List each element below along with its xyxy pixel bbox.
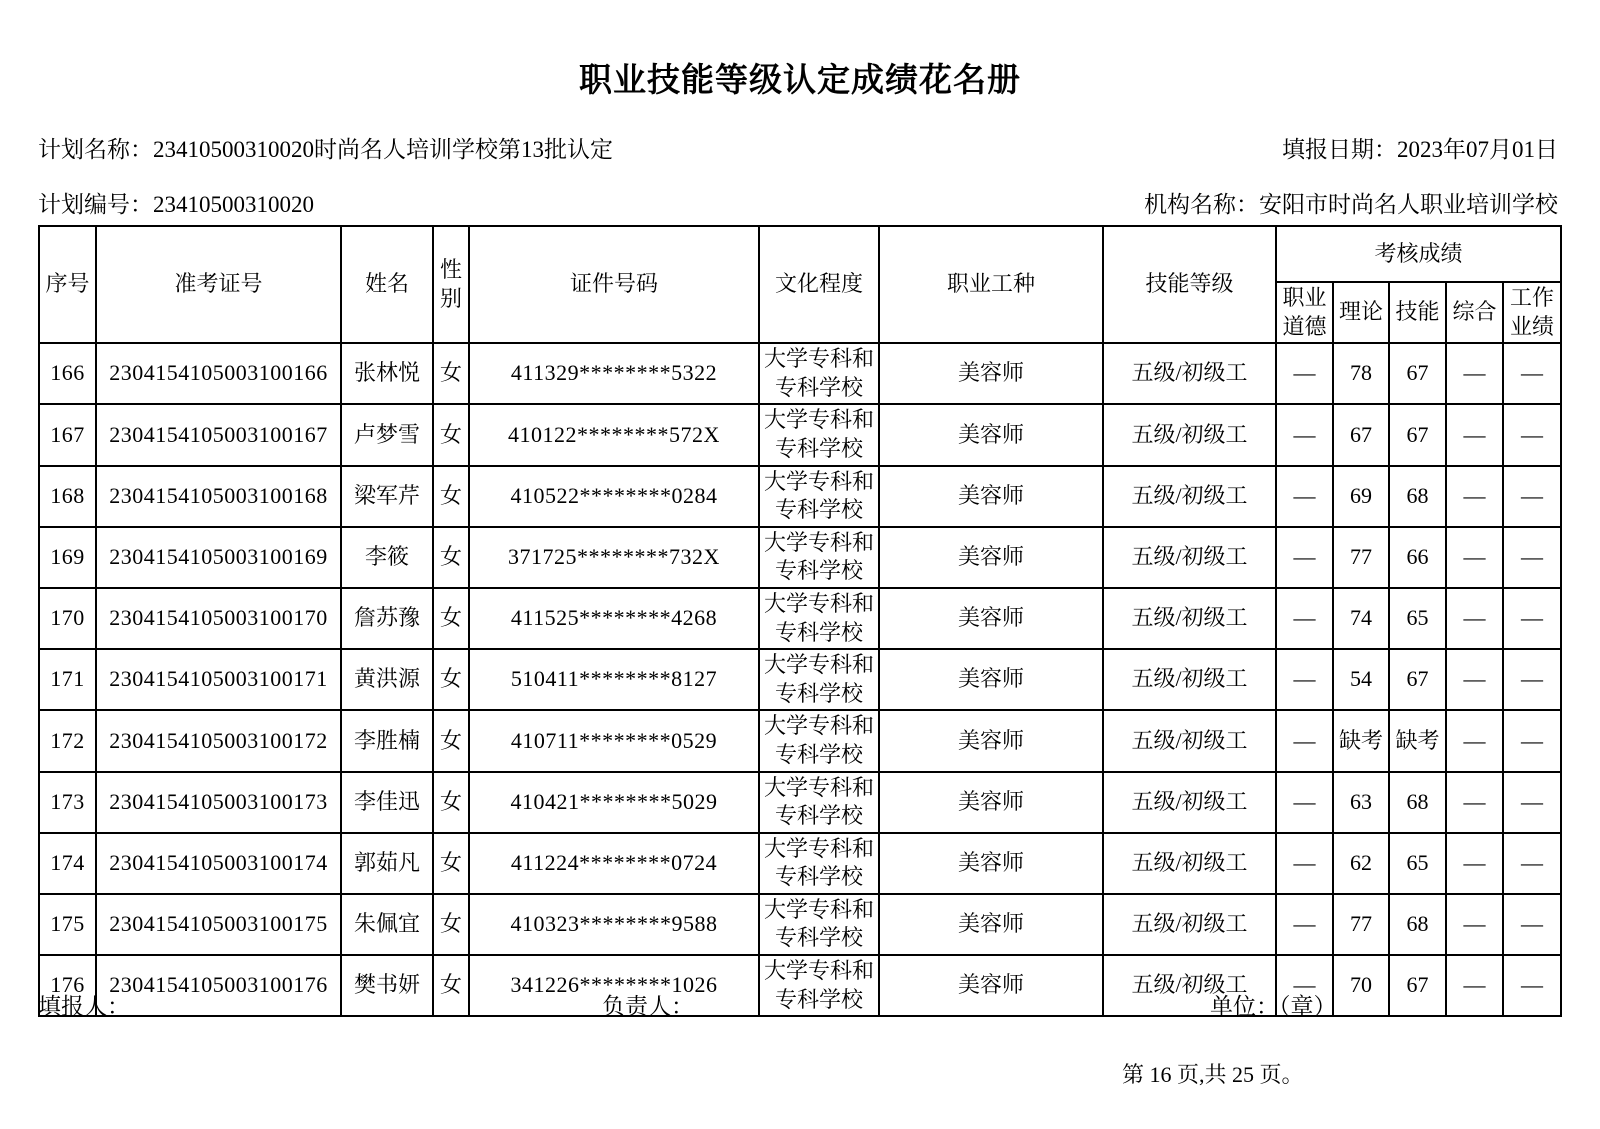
score-roster-table: [38, 225, 1562, 1017]
cell-ticket: 2304154105003100171: [96, 649, 341, 710]
cell-ticket: 2304154105003100168: [96, 466, 341, 527]
cell-ethics: —: [1276, 955, 1333, 1016]
cell-skill-level: 五级/初级工: [1103, 466, 1276, 527]
cell-occupation: 美容师: [879, 772, 1103, 833]
cell-gender: 女: [433, 343, 469, 404]
cell-ticket: 2304154105003100176: [96, 955, 341, 1016]
cell-work: —: [1503, 833, 1561, 894]
table-row: [39, 588, 1561, 649]
cell-seq: 167: [39, 404, 96, 465]
cell-education: 大学专科和专科学校: [759, 466, 879, 527]
cell-occupation: 美容师: [879, 649, 1103, 710]
cell-ethics: —: [1276, 343, 1333, 404]
table-row: [39, 649, 1561, 710]
report-date: 填报日期：2023年07月01日: [1282, 137, 1558, 162]
cell-comprehensive: —: [1446, 343, 1503, 404]
cell-skill: 67: [1389, 955, 1446, 1016]
cell-skill-level: 五级/初级工: [1103, 527, 1276, 588]
cell-comprehensive: —: [1446, 710, 1503, 771]
cell-skill: 68: [1389, 466, 1446, 527]
cell-ticket: 2304154105003100172: [96, 710, 341, 771]
plan-code: 计划编号：23410500310020: [38, 192, 314, 217]
cell-name: 李佳迅: [341, 772, 433, 833]
org-name: 机构名称：安阳市时尚名人职业培训学校: [1144, 192, 1558, 217]
table-row: [39, 343, 1561, 404]
cell-skill-level: 五级/初级工: [1103, 588, 1276, 649]
filler-label: 填报人：: [38, 994, 130, 1019]
cell-theory: 54: [1333, 649, 1389, 710]
cell-gender: 女: [433, 527, 469, 588]
col-header-education: 文化程度: [759, 226, 879, 343]
cell-comprehensive: —: [1446, 649, 1503, 710]
cell-comprehensive: —: [1446, 527, 1503, 588]
cell-ticket: 2304154105003100175: [96, 894, 341, 955]
cell-education: 大学专科和专科学校: [759, 894, 879, 955]
cell-education: 大学专科和专科学校: [759, 527, 879, 588]
cell-skill-level: 五级/初级工: [1103, 894, 1276, 955]
cell-id-number: 410122********572X: [469, 404, 759, 465]
cell-gender: 女: [433, 955, 469, 1016]
cell-theory: 69: [1333, 466, 1389, 527]
cell-name: 李筱: [341, 527, 433, 588]
cell-education: 大学专科和专科学校: [759, 404, 879, 465]
cell-skill-level: 五级/初级工: [1103, 404, 1276, 465]
cell-id-number: 410522********0284: [469, 466, 759, 527]
plan-name: 计划名称：23410500310020时尚名人培训学校第13批认定: [38, 137, 613, 162]
cell-education: 大学专科和专科学校: [759, 343, 879, 404]
cell-work: —: [1503, 649, 1561, 710]
cell-skill: 67: [1389, 343, 1446, 404]
cell-id-number: 371725********732X: [469, 527, 759, 588]
table-row: [39, 404, 1561, 465]
cell-name: 张林悦: [341, 343, 433, 404]
page-title: 职业技能等级认定成绩花名册: [579, 61, 1021, 98]
cell-skill: 65: [1389, 588, 1446, 649]
cell-gender: 女: [433, 588, 469, 649]
table-row: [39, 833, 1561, 894]
cell-occupation: 美容师: [879, 343, 1103, 404]
cell-seq: 166: [39, 343, 96, 404]
cell-skill-level: 五级/初级工: [1103, 772, 1276, 833]
cell-education: 大学专科和专科学校: [759, 710, 879, 771]
cell-name: 黄洪源: [341, 649, 433, 710]
cell-name: 郭茹凡: [341, 833, 433, 894]
cell-skill: 68: [1389, 772, 1446, 833]
cell-ethics: —: [1276, 772, 1333, 833]
cell-ethics: —: [1276, 649, 1333, 710]
col-header-gender: 性别: [433, 226, 469, 343]
cell-seq: 175: [39, 894, 96, 955]
cell-skill: 缺考: [1389, 710, 1446, 771]
table-row: [39, 466, 1561, 527]
col-header-ticket: 准考证号: [96, 226, 341, 343]
table-row: [39, 894, 1561, 955]
cell-skill-level: 五级/初级工: [1103, 710, 1276, 771]
page-number: 第 16 页,共 25 页。: [1122, 1062, 1304, 1087]
cell-ethics: —: [1276, 588, 1333, 649]
cell-occupation: 美容师: [879, 710, 1103, 771]
cell-ticket: 2304154105003100167: [96, 404, 341, 465]
cell-ticket: 2304154105003100170: [96, 588, 341, 649]
cell-id-number: 410323********9588: [469, 894, 759, 955]
cell-work: —: [1503, 955, 1561, 1016]
cell-id-number: 411329********5322: [469, 343, 759, 404]
cell-theory: 70: [1333, 955, 1389, 1016]
col-header-occupation: 职业工种: [879, 226, 1103, 343]
cell-ethics: —: [1276, 710, 1333, 771]
cell-skill: 67: [1389, 649, 1446, 710]
cell-theory: 78: [1333, 343, 1389, 404]
cell-comprehensive: —: [1446, 894, 1503, 955]
cell-education: 大学专科和专科学校: [759, 588, 879, 649]
cell-comprehensive: —: [1446, 466, 1503, 527]
cell-gender: 女: [433, 772, 469, 833]
cell-occupation: 美容师: [879, 527, 1103, 588]
table-body: [39, 343, 1561, 1016]
col-header-work: 工作业绩: [1503, 282, 1561, 343]
cell-ethics: —: [1276, 404, 1333, 465]
cell-gender: 女: [433, 649, 469, 710]
col-header-skill: 技能: [1389, 282, 1446, 343]
cell-work: —: [1503, 710, 1561, 771]
cell-ticket: 2304154105003100166: [96, 343, 341, 404]
cell-theory: 77: [1333, 894, 1389, 955]
cell-seq: 169: [39, 527, 96, 588]
manager-label: 负责人：: [602, 994, 694, 1019]
cell-seq: 174: [39, 833, 96, 894]
col-header-name: 姓名: [341, 226, 433, 343]
cell-theory: 74: [1333, 588, 1389, 649]
cell-gender: 女: [433, 466, 469, 527]
table-row: [39, 710, 1561, 771]
cell-skill: 67: [1389, 404, 1446, 465]
cell-skill-level: 五级/初级工: [1103, 833, 1276, 894]
table-row: [39, 772, 1561, 833]
cell-seq: 172: [39, 710, 96, 771]
cell-occupation: 美容师: [879, 404, 1103, 465]
cell-theory: 77: [1333, 527, 1389, 588]
cell-occupation: 美容师: [879, 894, 1103, 955]
col-header-skill-level: 技能等级: [1103, 226, 1276, 343]
cell-gender: 女: [433, 710, 469, 771]
cell-skill: 65: [1389, 833, 1446, 894]
col-header-ethics: 职业道德: [1276, 282, 1333, 343]
cell-theory: 缺考: [1333, 710, 1389, 771]
cell-occupation: 美容师: [879, 588, 1103, 649]
cell-gender: 女: [433, 833, 469, 894]
cell-work: —: [1503, 588, 1561, 649]
cell-comprehensive: —: [1446, 833, 1503, 894]
cell-occupation: 美容师: [879, 955, 1103, 1016]
cell-id-number: 341226********1026: [469, 955, 759, 1016]
cell-name: 朱佩宜: [341, 894, 433, 955]
cell-education: 大学专科和专科学校: [759, 772, 879, 833]
unit-seal-label: 单位：（章）: [1210, 994, 1337, 1019]
cell-name: 詹苏豫: [341, 588, 433, 649]
cell-seq: 168: [39, 466, 96, 527]
cell-comprehensive: —: [1446, 772, 1503, 833]
cell-comprehensive: —: [1446, 404, 1503, 465]
cell-comprehensive: —: [1446, 588, 1503, 649]
cell-seq: 173: [39, 772, 96, 833]
cell-id-number: 510411********8127: [469, 649, 759, 710]
cell-name: 梁军芹: [341, 466, 433, 527]
cell-work: —: [1503, 894, 1561, 955]
cell-ethics: —: [1276, 894, 1333, 955]
cell-skill-level: 五级/初级工: [1103, 955, 1276, 1016]
cell-id-number: 411525********4268: [469, 588, 759, 649]
cell-ethics: —: [1276, 527, 1333, 588]
cell-id-number: 411224********0724: [469, 833, 759, 894]
cell-skill: 66: [1389, 527, 1446, 588]
col-header-id-number: 证件号码: [469, 226, 759, 343]
cell-skill-level: 五级/初级工: [1103, 343, 1276, 404]
cell-name: 樊书妍: [341, 955, 433, 1016]
col-header-score-group: 考核成绩: [1276, 226, 1561, 282]
cell-name: 卢梦雪: [341, 404, 433, 465]
cell-education: 大学专科和专科学校: [759, 649, 879, 710]
cell-name: 李胜楠: [341, 710, 433, 771]
table-header: [39, 226, 1561, 343]
cell-gender: 女: [433, 894, 469, 955]
cell-work: —: [1503, 343, 1561, 404]
cell-work: —: [1503, 772, 1561, 833]
cell-education: 大学专科和专科学校: [759, 833, 879, 894]
cell-skill: 68: [1389, 894, 1446, 955]
cell-theory: 63: [1333, 772, 1389, 833]
cell-skill-level: 五级/初级工: [1103, 649, 1276, 710]
col-header-seq: 序号: [39, 226, 96, 343]
col-header-comprehensive: 综合: [1446, 282, 1503, 343]
cell-seq: 170: [39, 588, 96, 649]
cell-occupation: 美容师: [879, 833, 1103, 894]
cell-seq: 176: [39, 955, 96, 1016]
cell-education: 大学专科和专科学校: [759, 955, 879, 1016]
cell-ethics: —: [1276, 466, 1333, 527]
cell-work: —: [1503, 527, 1561, 588]
cell-ethics: —: [1276, 833, 1333, 894]
cell-gender: 女: [433, 404, 469, 465]
cell-work: —: [1503, 404, 1561, 465]
cell-id-number: 410711********0529: [469, 710, 759, 771]
cell-theory: 62: [1333, 833, 1389, 894]
col-header-theory: 理论: [1333, 282, 1389, 343]
cell-seq: 171: [39, 649, 96, 710]
cell-theory: 67: [1333, 404, 1389, 465]
table-row: [39, 527, 1561, 588]
cell-ticket: 2304154105003100169: [96, 527, 341, 588]
cell-id-number: 410421********5029: [469, 772, 759, 833]
cell-ticket: 2304154105003100174: [96, 833, 341, 894]
cell-ticket: 2304154105003100173: [96, 772, 341, 833]
cell-work: —: [1503, 466, 1561, 527]
cell-occupation: 美容师: [879, 466, 1103, 527]
cell-comprehensive: —: [1446, 955, 1503, 1016]
